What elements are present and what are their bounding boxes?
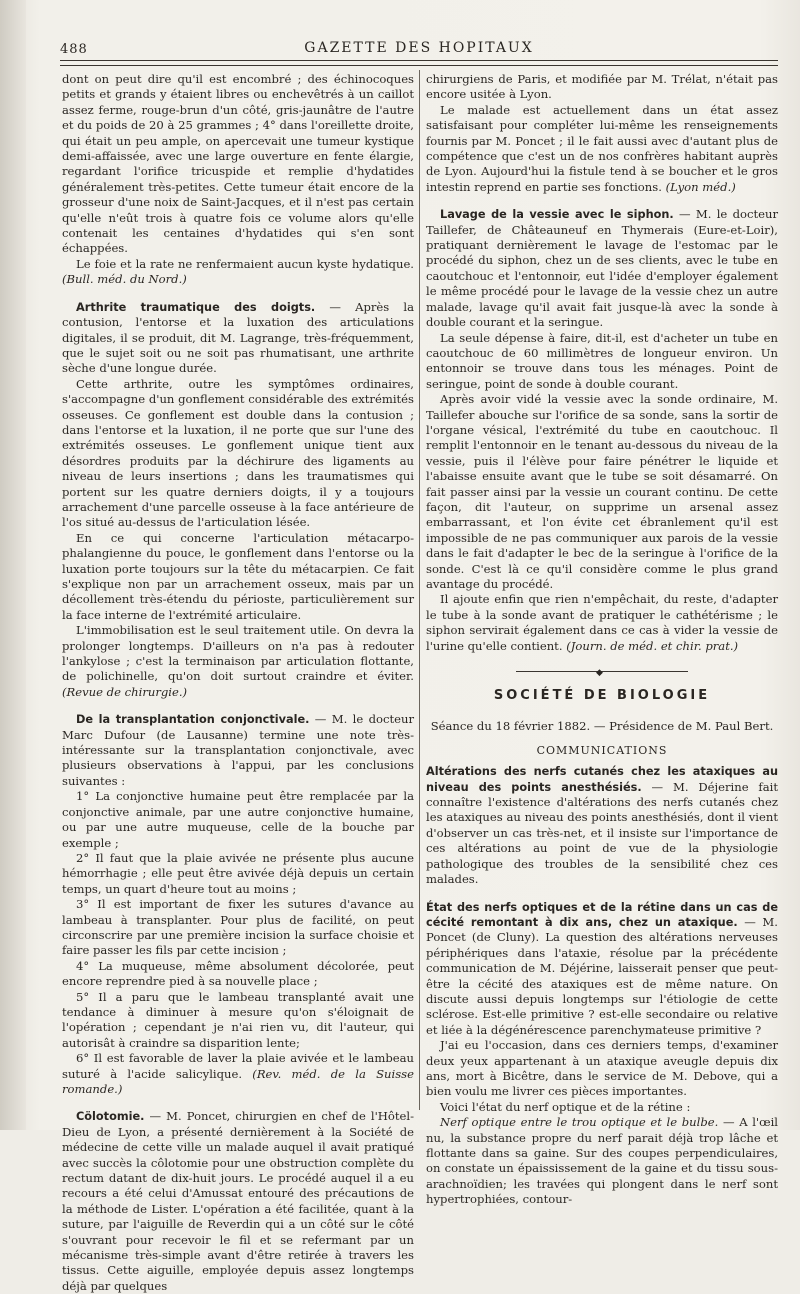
- article-title: De la transplantation conjonctivale.: [76, 713, 310, 727]
- paragraph: dont on peut dire qu'il est encombré ; des échinocoques petits et grands y étaient libres ou enchevêtrés à un caillot assez ferme, rouge-brun d'un côté, gris-jaunâtre de l'autre et du poids de 20 à 25 grammes ; 4° dans l'oreillette droite, qui était un peu ample, on apercevait une tumeur kystique demi-affaissée, avec une large ouverture en fente élargie, regardant l'orifice tricuspide et remplie d'hydatides généralement très-petites. Cette tumeur était encore de la grosseur d'une noix de Saint-Jacques, et il n'est pas certain qu'elle n'eût trois à quatre fois ce volume alors qu'elle contenait les centaines d'hydatides qui s'en sont échappées.: [62, 72, 414, 256]
- conclusion-item: 3° Il est important de fixer les sutures d'avance au lambeau à transplanter. Pour plus de facilité, on peut circonscrire par une première incision la surface choisie et faire passer les fils par cette incision ;: [62, 897, 414, 958]
- conclusion-item: 1° La conjonctive humaine peut être remplacée par la conjonctive animale, par une autre conjonctive humaine, ou par une autre muqueuse, celle de la bouche par exemple ;: [62, 789, 414, 850]
- subheading: Nerf optique entre le trou optique et le bulbe.: [440, 1115, 719, 1130]
- paragraph: Voici l'état du nerf optique et de la rétine :: [440, 1099, 691, 1114]
- article-transplantation: De la transplantation conjonctivale. — M. le docteur Marc Dufour (de Lausanne) termine une note très-intéressante sur la transplantation conjonctivale, avec plusieurs observations à l'appui, par les conclusions suivantes :: [62, 712, 414, 788]
- conclusion-item: 4° La muqueuse, même absolument décolorée, peut encore reprendre pied à sa nouvelle place ;: [62, 958, 414, 989]
- session-line: Séance du 18 février 1882. — Présidence de M. Paul Bert.: [430, 719, 774, 734]
- conclusion-item: 2° Il faut que la plaie avivée ne présente plus aucune hémorrhagie ; elle peut être avivée déjà depuis un certain temps, un quart d'heure tout au moins ;: [62, 850, 414, 896]
- source-citation: (Bull. méd. du Nord.): [62, 272, 187, 287]
- article-title: Arthrite traumatique des doigts.: [76, 300, 316, 314]
- article-title: État des nerfs optiques et de la rétine dans un cas de cécité remontant à dix ans, chez un ataxique.: [426, 900, 778, 929]
- paragraph: L'immobilisation est le seul traitement utile. On devra la prolonger longtemps. D'ailleurs on n'a pas à redouter l'ankylose ; c'est la terminaison par articulation flottante, de polichinelle, qu'on doit surtout craindre et éviter. (Revue de chirurgie.): [62, 623, 414, 699]
- paragraph: Cette arthrite, outre les symptômes ordinaires, s'accompagne d'un gonflement considérable des extrémités osseuses. Ce gonflement est double dans la contusion ; dans l'entorse et la luxation, il ne porte que sur l'une des extrémités osseuses. Le gonflement unique tient aux désordres produits par la déchirure des ligaments au niveau de leurs insertions ; dans les traumatismes qui portent sur les quatre derniers doigts, il y a toujours arrachement d'une parcelle osseuse à la face antérieure de l'os situé au-dessus de l'articulation lésée.: [62, 376, 414, 530]
- paragraph: J'ai eu l'occasion, dans ces derniers temps, d'examiner deux yeux appartenant à un ataxique aveugle depuis dix ans, mort à Bicêtre, dans le service de M. Debove, qui a bien voulu me livrer ces pièces importantes.: [426, 1038, 778, 1099]
- ornament-diamond-icon: ◆: [596, 668, 603, 679]
- communications-heading: COMMUNICATIONS: [536, 743, 668, 757]
- left-column: [62, 72, 414, 1293]
- source-citation: (Journ. de méd. et chir. prat.): [566, 638, 739, 653]
- communication-nerfs-optiques: État des nerfs optiques et de la rétine dans un cas de cécité remontant à dix ans, chez un ataxique. — M. Poncet (de Cluny). La question des altérations nerveuses périphériques dans l'ataxie, résolue par la précédente communication de M. Déjérine, laisserait penser que peut-être la cécité des ataxiques est de même nature. On discute aussi depuis longtemps sur l'étiologie de cette sclérose. Est-elle primitive ? est-elle secondaire ou relative et liée à la dégénérescence parenchymateuse primitive ?: [426, 900, 778, 1037]
- section-ornament: [426, 660, 778, 684]
- article-colotomie: Cölotomie. — M. Poncet, chirurgien en chef de l'Hôtel-Dieu de Lyon, a présenté dernièrement à la Société de médecine de cette ville un malade auquel il avait pratiqué avec succès la côlotomie pour une obstruction complète du rectum datant de dix-huit jours. Le procédé auquel il a eu recours a été celui d'Amussat entouré des précautions de la méthode de Lister. L'opération a été facilitée, quant à la suture, par l'aiguille de Reverdin qui a un côté sur le côté s'ouvrant pour recevoir le fil et se refermant par un mécanisme très-simple avant d'être retirée à travers les tissus. Cette aiguille, employée depuis assez longtemps déjà par quelques: [62, 1109, 414, 1293]
- conclusion-item: 6° Il est favorable de laver la plaie avivée et le lambeau suturé à l'acide salicylique. (Rev. méd. de la Suisse romande.): [62, 1051, 414, 1096]
- article-title: Cölotomie.: [76, 1110, 145, 1124]
- header-rule: [60, 60, 778, 66]
- paragraph: chirurgiens de Paris, et modifiée par M. Trélat, n'était pas encore usitée à Lyon.: [426, 72, 778, 102]
- right-column: [426, 72, 779, 1207]
- paragraph: Le malade est actuellement dans un état assez satisfaisant pour compléter lui-même les renseignements fournis par M. Poncet ; il le fait aussi avec d'autant plus de compétence que c'est un de nos confrères habitant auprès de Lyon. Aujourd'hui la fistule tend à se boucher et le gros intestin reprend en partie ses fonctions. (Lyon méd.): [426, 102, 778, 194]
- paragraph: Il ajoute enfin que rien n'empêchait, du reste, d'adapter le tube à la sonde avant de pratiquer le cathétérisme ; le siphon servirait également dans ce cas à vider la vessie de l'urine qu'elle contient. (Journ. de méd. et chir. prat.): [426, 592, 778, 653]
- paragraph: En ce qui concerne l'articulation métacarpo-phalangienne du pouce, le gonflement dans l'entorse ou la luxation porte toujours sur la tête du métacarpien. Ce fait s'explique non par un arrachement osseux, mais par un décollement très-étendu du périoste, particulièrement sur la face interne de l'extrémité articulaire.: [62, 530, 414, 622]
- paragraph: La seule dépense à faire, dit-il, est d'acheter un tube en caoutchouc de 60 millimètres de longueur environ. Un entonnoir se trouve dans tous les ménages. Point de seringue, point de sonde à double courant.: [426, 330, 778, 391]
- paragraph: Après avoir vidé la vessie avec la sonde ordinaire, M. Taillefer abouche sur l'orifice de sa sonde, sans la sortir de l'organe vésical, l'extrémité du tube en caoutchouc. Il remplit l'entonnoir en le tenant au-dessous du niveau de la vessie, puis il l'élève pour faire pénétrer le liquide et l'abaisse ensuite avant que le tube se soit désamarré. On fait passer ainsi par la vessie un courant continu. De cette façon, dit l'auteur, on supprime un arsenal assez embarrassant, et l'on évite cet ébranlement qu'il est impossible de ne pas communiquer aux parois de la vessie dans le fait d'adapter le bec de la seringue à l'orifice de la sonde. C'est là ce qu'il considère comme le plus grand avantage du procédé.: [426, 392, 778, 591]
- column-divider: [419, 70, 420, 1110]
- communication-alterations: Altérations des nerfs cutanés chez les ataxiques au niveau des points anesthésiés. — M. Déjerine fait connaître l'existence d'altérations des nerfs cutanés chez les ataxiques au niveau des points anesthésiés, dont il vient d'observer un cas très-net, et il insiste sur l'importance de ces altérations au point de vue de la physiologie pathologique des troubles de la sensibilité chez ces malades.: [426, 765, 778, 887]
- article-title: Altérations des nerfs cutanés chez les ataxiques au niveau des points anesthésiés.: [426, 765, 778, 794]
- paragraph: Nerf optique entre le trou optique et le bulbe. — A l'œil nu, la substance propre du nerf parait déjà trop lâche et flottante dans sa gaine. Sur des coupes perpendiculaires, on constate un épaississement de la gaine et du tissu sous-arachnoïdien; les travées qui plongent dans le nerf sont hypertrophiées, contour-: [426, 1115, 778, 1207]
- binding-edge: [0, 0, 26, 1130]
- article-arthrite: Arthrite traumatique des doigts. — Après la contusion, l'entorse et la luxation des articulations digitales, il se produit, dit M. Lagrange, très-fréquemment, que le sujet soit ou ne soit pas rhumatisant, une arthrite sèche d'une longue durée.: [62, 299, 414, 376]
- article-lavage: Lavage de la vessie avec le siphon. — M. le docteur Taillefer, de Châteauneuf en Thymerais (Eure-et-Loir), pratiquant dernièrement le lavage de l'estomac par le procédé du siphon, chez un de ses clients, avec le tube en caoutchouc et l'entonnoir, eut l'idée d'employer également le même procédé pour le lavage de la vessie chez un autre malade, lavage qu'il avait fait jusque-là avec la sonde à double courant et la seringue.: [426, 207, 779, 330]
- journal-title: GAZETTE DES HOPITAUX: [304, 40, 534, 56]
- source-citation: (Revue de chirurgie.): [62, 684, 188, 699]
- source-citation: (Lyon méd.): [665, 179, 736, 194]
- society-heading: SOCIÉTÉ DE BIOLOGIE: [493, 688, 711, 704]
- article-title: Lavage de la vessie avec le siphon.: [440, 208, 674, 222]
- page-number: 488: [60, 42, 88, 57]
- paragraph: Le foie et la rate ne renfermaient aucun kyste hydatique. (Bull. méd. du Nord.): [62, 256, 414, 287]
- conclusion-item: 5° Il a paru que le lambeau transplanté avait une tendance à diminuer à mesure qu'on s'éloignait de l'opération ; cependant je n'ai rien vu, dit l'auteur, qui autorisât à craindre sa disparition lente;: [62, 989, 414, 1050]
- source-citation: (Rev. méd. de la Suisse romande.): [62, 1066, 414, 1096]
